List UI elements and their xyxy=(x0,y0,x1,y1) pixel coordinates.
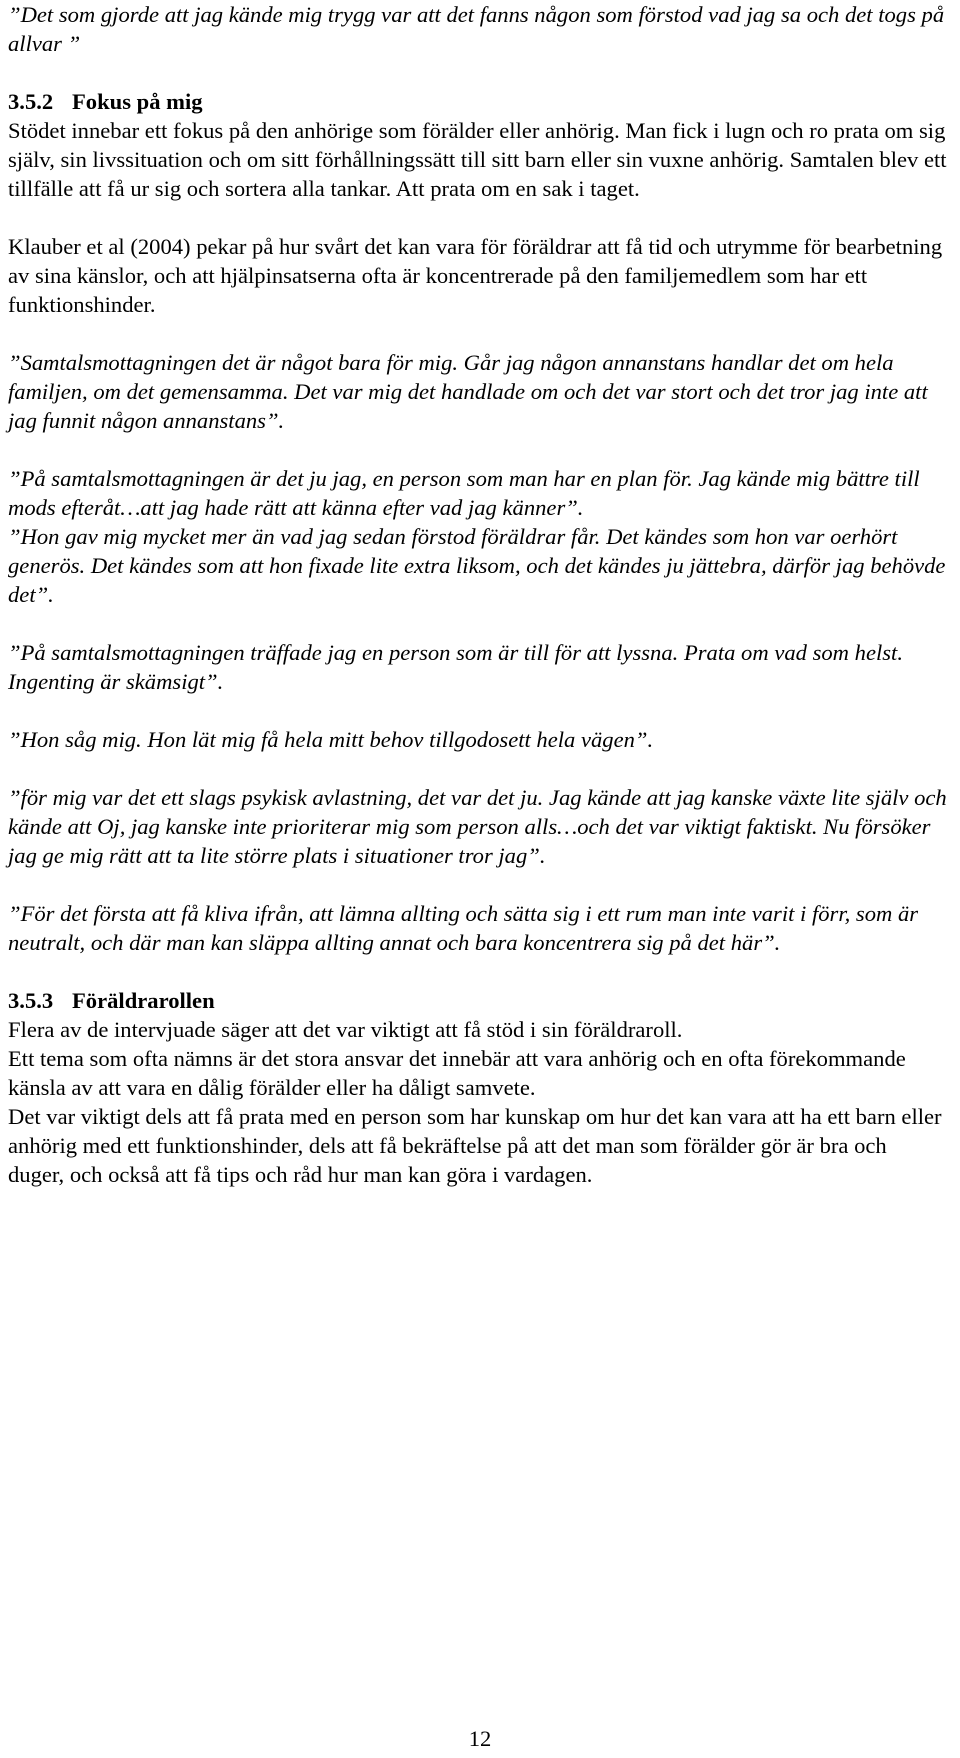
section-paragraph: Ett tema som ofta nämns är det stora ansvar det innebär att vara anhörig och en ofta förekommande känsla av att vara en dålig förälder eller ha dåligt samvete. xyxy=(8,1046,906,1100)
section-number: 3.5.3 xyxy=(8,988,54,1013)
interview-quote: ”Samtalsmottagningen det är något bara för mig. Går jag någon annanstans handlar det om hela familjen, om det gemensamma. Det var mig det handlade om och det var stort och det tror jag inte att jag funnit någon annanstans”. xyxy=(8,350,928,433)
interview-quote: ”Hon gav mig mycket mer än vad jag sedan förstod föräldrar får. Det kändes som hon var oerhört generös. Det kändes som att hon fixade lite extra liksom, och det kändes ju jättebra, därför jag behövde det”. xyxy=(8,524,946,607)
opening-quote: ”Det som gjorde att jag kände mig trygg var att det fanns någon som förstod vad jag sa och det togs på allvar ” xyxy=(8,2,945,56)
interview-quote: ”för mig var det ett slags psykisk avlastning, det var det ju. Jag kände att jag kanske växte lite själv och kände att Oj, jag kanske inte prioriterar mig som person alls…och det var viktigt faktiskt. Nu försöker jag ge mig rätt att ta lite större plats i situationer tror jag”. xyxy=(8,785,947,868)
interview-quote: ”För det första att få kliva ifrån, att lämna allting och sätta sig i ett rum man inte varit i förr, som är neutralt, och där man kan släppa allting annat och bara koncentrera sig på det här”. xyxy=(8,901,919,955)
section-heading-3-5-2 xyxy=(8,87,948,116)
section-number: 3.5.2 xyxy=(8,89,54,114)
section-paragraph: Det var viktigt dels att få prata med en person som har kunskap om hur det kan vara att ha ett barn eller anhörig med ett funktionshinder, dels att få bekräftelse på att det man som förälder gör är bra och duger, och också att få tips och råd hur man kan göra i vardagen. xyxy=(8,1104,942,1187)
section-paragraph: Flera av de intervjuade säger att det var viktigt att få stöd i sin föräldraroll. xyxy=(8,1017,683,1042)
section-title: Fokus på mig xyxy=(72,89,203,114)
section-paragraph: Stödet innebar ett fokus på den anhörige som förälder eller anhörig. Man fick i lugn och ro prata om sig själv, sin livssituation och om sitt förhållningssätt till sitt barn eller sin vuxne anhörig. Samtalen blev ett tillfälle att få ur sig och sortera alla tankar. Att prata om en sak i taget. xyxy=(8,118,947,201)
page-content xyxy=(8,0,948,1189)
klauber-paragraph: Klauber et al (2004) pekar på hur svårt det kan vara för föräldrar att få tid och utrymme för bearbetning av sina känslor, och att hjälpinsatserna ofta är koncentrerade på den familjemedlem som har ett funktionshinder. xyxy=(8,234,943,317)
page-number: 12 xyxy=(468,1726,492,1751)
section-heading-3-5-3 xyxy=(8,986,948,1015)
interview-quote: ”På samtalsmottagningen är det ju jag, en person som man har en plan för. Jag kände mig bättre till mods efteråt…att jag hade rätt att känna efter vad jag känner”. xyxy=(8,466,920,520)
interview-quote: ”Hon såg mig. Hon lät mig få hela mitt behov tillgodosett hela vägen”. xyxy=(8,727,654,752)
interview-quote: ”På samtalsmottagningen träffade jag en person som är till för att lyssna. Prata om vad som helst. Ingenting är skämsigt”. xyxy=(8,640,903,694)
section-title: Föräldrarollen xyxy=(72,988,215,1013)
